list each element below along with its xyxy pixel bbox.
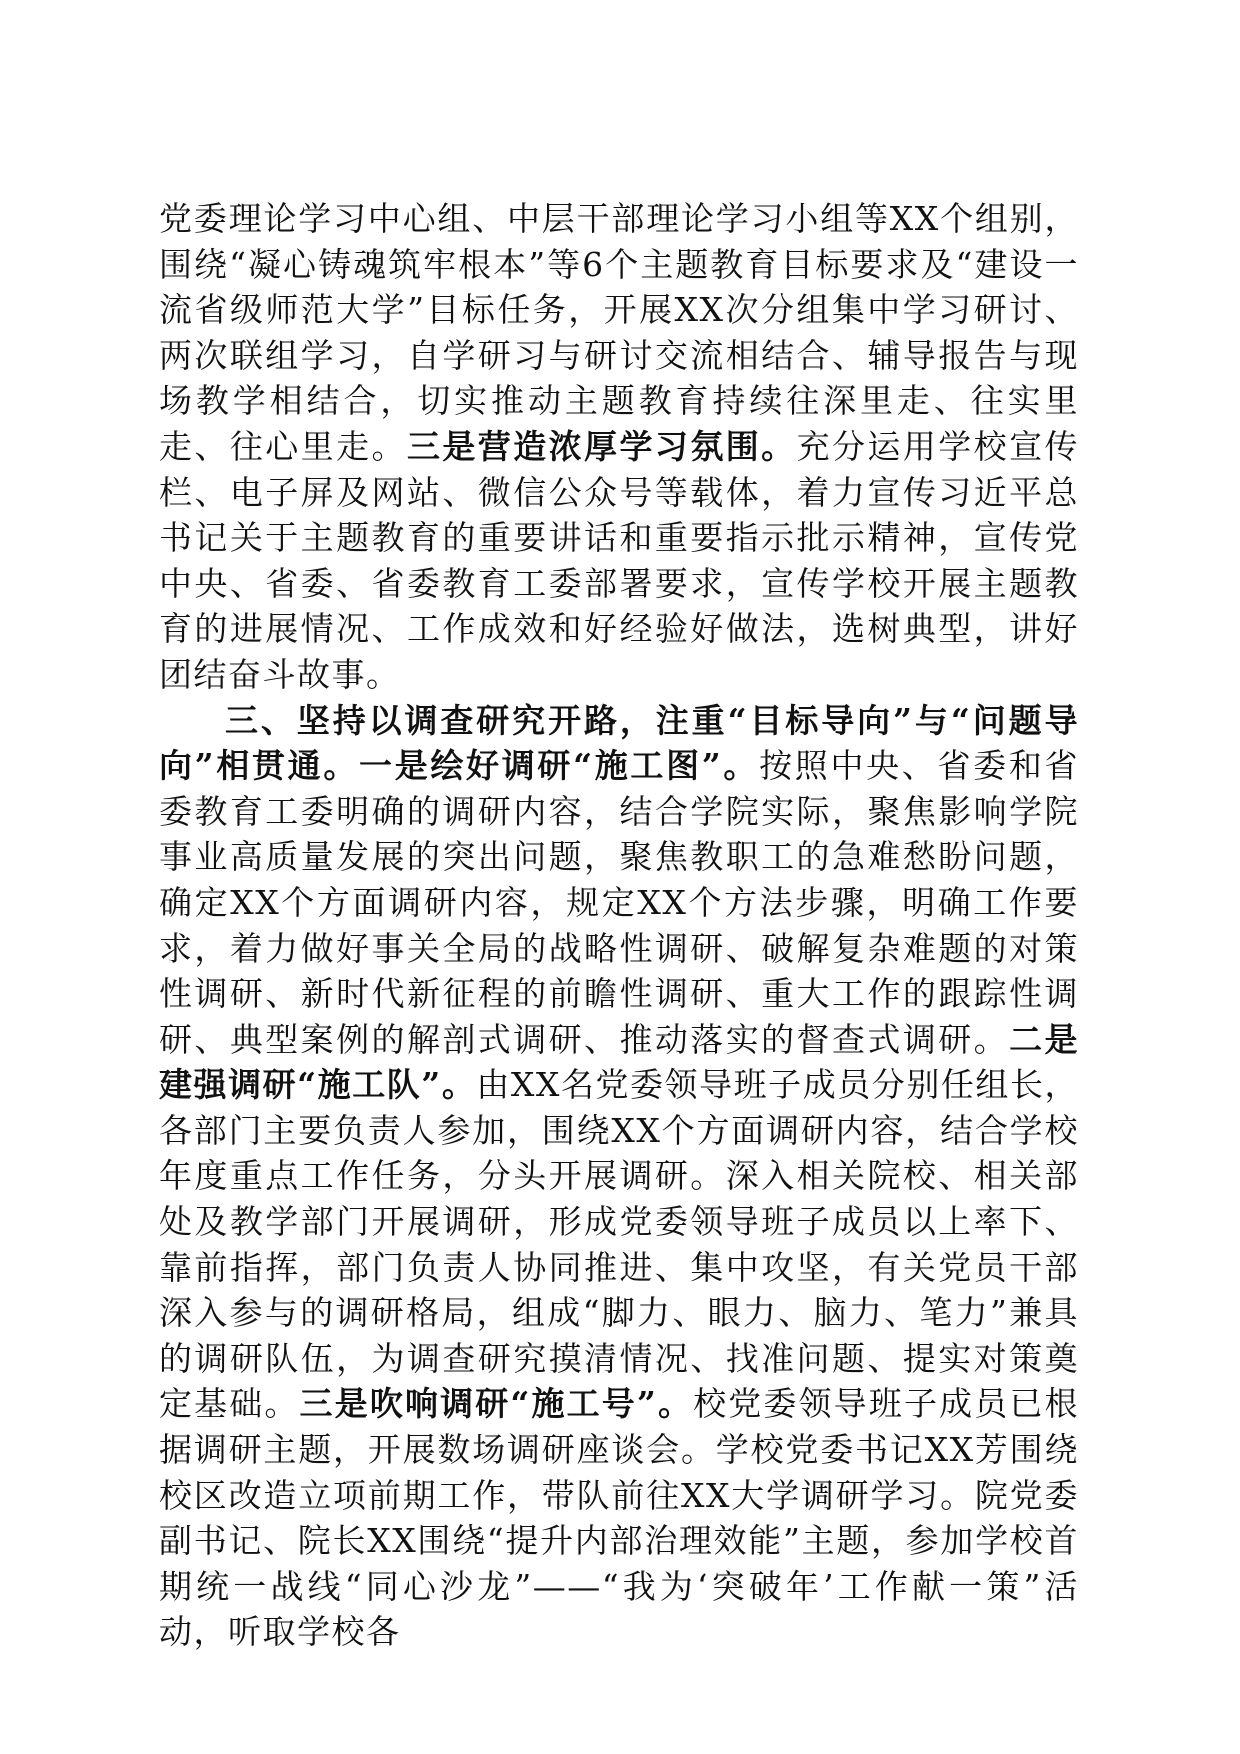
paragraph-1-text: 党委理论学习中心组、中层干部理论学习小组等XX个组别，围绕“凝心铸魂筑牢根本”等6个主题教育目标要求及“建设一流省级师范大学”目标任务，开展XX次分组集中学习研讨、两次联组学习，自学研习与研讨交流相结合、辅导报告与现场教学相结合，切实推动主题教育持续往深里走、往实里走、往心里走。 xyxy=(159,199,1079,466)
paragraph-2-heading-2: 二是建强调研“施工队”。 xyxy=(159,1019,1080,1105)
paragraph-2 xyxy=(159,698,1079,1655)
document-body xyxy=(159,196,1079,1655)
paragraph-2-text-2: 由XX名党委领导班子成员分别任组长，各部门主要负责人参加，围绕XX个方面调研内容，结合学校年度重点工作任务，分头开展调研。深入相关院校、相关部处及教学部门开展调研，形成党委领导班子成员以上率下、靠前指挥，部门负责人协同推进、集中攻坚，有关党员干部深入参与的调研格局，组成“脚力、眼力、脑力、笔力”兼具的调研队伍，为调查研究摸清情况、找准问题、提实对策奠定基础。 xyxy=(159,1065,1079,1424)
paragraph-1 xyxy=(159,196,1079,698)
paragraph-2-text-1: 按照中央、省委和省委教育工委明确的调研内容，结合学院实际，聚焦影响学院事业高质量发展的突出问题，聚焦教职工的急难愁盼问题，确定XX个方面调研内容，规定XX个方法步骤，明确工作要求，着力做好事关全局的战略性调研、破解复杂难题的对策性调研、新时代新征程的前瞻性调研、重大工作的跟踪性调研、典型案例的解剖式调研、推动落实的督查式调研。 xyxy=(159,746,1079,1059)
paragraph-2-text-3: 校党委领导班子成员已根据调研主题，开展数场调研座谈会。学校党委书记XX芳围绕校区改造立项前期工作，带队前往XX大学调研学习。院党委副书记、院长XX围绕“提升内部治理效能”主题，参加学校首期统一战线“同心沙龙”——“我为‘突破年’工作献一策”活动，听取学校各 xyxy=(159,1384,1079,1652)
paragraph-2-heading-3: 三是吹响调研“施工号”。 xyxy=(299,1384,694,1424)
paragraph-1-heading-3: 三是营造浓厚学习氛围。 xyxy=(406,426,797,466)
section-3-heading: 三、坚持以调查研究开路，注重“目标导向”与“问题导向”相贯通。一是绘好调研“施工图”。 xyxy=(159,700,1079,786)
paragraph-1-text-2: 充分运用学校宣传栏、电子屏及网站、微信公众号等载体，着力宣传习近平总书记关于主题教育的重要讲话和重要指示批示精神，宣传党中央、省委、省委教育工委部署要求，宣传学校开展主题教育的进展情况、工作成效和好经验好做法，选树典型，讲好团结奋斗故事。 xyxy=(159,426,1080,694)
